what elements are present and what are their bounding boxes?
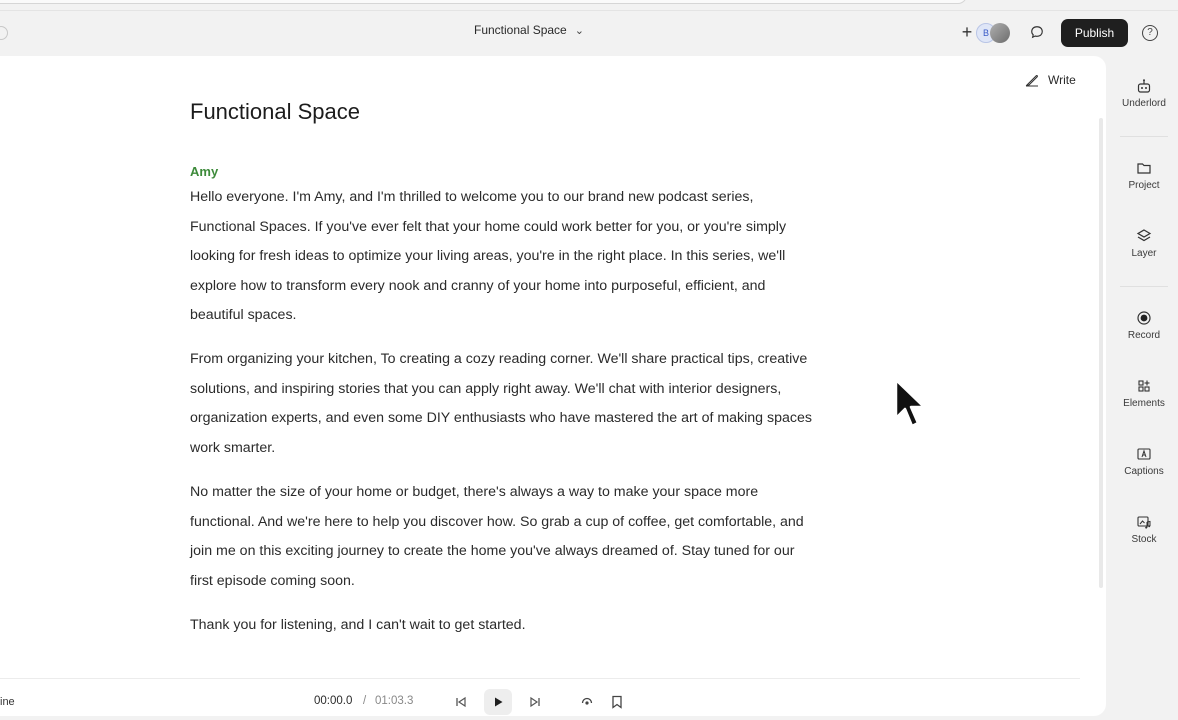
scrollbar[interactable] — [1099, 118, 1103, 588]
sidebar-item-label: Captions — [1124, 466, 1164, 477]
sidebar-item-label: Project — [1128, 180, 1160, 191]
comment-icon[interactable] — [1030, 25, 1044, 39]
project-title-menu[interactable] — [474, 23, 584, 37]
transcript-paragraph[interactable]: No matter the size of your home or budget, there's always a way to make your space more functional. And we're here to help you discover how. So grab a cup of coffee, get comfortable, and join me on this exciting journey to create the home you've always dreamed of. Stay tuned for our first episode coming soon. — [190, 484, 804, 589]
mouse-cursor-icon — [893, 378, 933, 438]
sidebar-item-label: Elements — [1123, 398, 1165, 409]
speaker-label[interactable]: Amy — [190, 164, 219, 179]
avatar-initial: B — [982, 28, 989, 38]
help-icon[interactable]: ? — [1142, 25, 1158, 41]
write-label: Write — [1048, 73, 1076, 87]
sidebar-item-project[interactable] — [1110, 160, 1178, 191]
layers-icon — [1136, 228, 1152, 244]
sidebar-item-elements[interactable] — [1110, 378, 1178, 409]
divider — [1120, 286, 1168, 287]
avatar[interactable] — [990, 23, 1010, 43]
play-icon — [492, 696, 504, 708]
sidebar-item-captions[interactable] — [1110, 446, 1178, 477]
project-title: Functional Space — [474, 23, 567, 37]
status-circle-icon — [0, 26, 8, 40]
captions-icon — [1136, 446, 1152, 462]
play-button[interactable] — [484, 689, 512, 715]
current-time: 00:00.0 — [314, 695, 353, 707]
sidebar-item-underlord[interactable] — [1110, 78, 1178, 109]
sidebar-item-stock[interactable] — [1110, 514, 1178, 545]
chevron-down-icon: ⌄ — [574, 24, 584, 37]
top-bar — [0, 10, 1178, 55]
script-editor[interactable] — [0, 56, 1106, 716]
timeline-toggle[interactable]: ine — [0, 696, 15, 708]
skip-forward-icon — [529, 696, 541, 708]
folder-icon — [1136, 160, 1152, 176]
divider — [1120, 136, 1168, 137]
publish-button[interactable]: Publish — [1061, 19, 1128, 47]
loop-button[interactable] — [573, 689, 601, 715]
browser-chrome — [0, 0, 1178, 10]
skip-forward-button[interactable] — [521, 689, 549, 715]
playback-bar — [0, 678, 1080, 717]
stock-icon — [1136, 514, 1152, 530]
sidebar-item-record[interactable] — [1110, 310, 1178, 341]
add-collaborator-button[interactable]: + — [961, 22, 973, 42]
skip-back-icon — [455, 696, 467, 708]
sidebar-item-label: Stock — [1131, 534, 1157, 545]
right-sidebar — [1110, 64, 1178, 584]
transcript-paragraph[interactable]: Hello everyone. I'm Amy, and I'm thrilled to welcome you to our brand new podcast series, Functional Spaces. If you've ever felt that your home could work better for you, or you're simply looking for fresh ideas to optimize your living areas, you're in the right place. In this series, we'll explore how to transform every nook and cranny of your home into purposeful, efficient, and beautiful spaces. — [190, 189, 787, 323]
skip-back-button[interactable] — [447, 689, 475, 715]
document-title[interactable]: Functional Space — [190, 99, 360, 124]
robot-icon — [1136, 78, 1152, 94]
transcript-paragraph[interactable]: Thank you for listening, and I can't wait to get started. — [190, 617, 526, 633]
bookmark-button[interactable] — [603, 689, 631, 715]
elements-icon — [1136, 378, 1152, 394]
sidebar-item-layer[interactable] — [1110, 228, 1178, 259]
time-separator: / — [363, 695, 367, 707]
feather-pen-icon — [1024, 72, 1040, 88]
bookmark-icon — [611, 695, 623, 709]
sidebar-item-label: Underlord — [1122, 98, 1166, 109]
address-bar[interactable] — [0, 0, 967, 4]
transcript-paragraph[interactable]: From organizing your kitchen, To creating a cozy reading corner. We'll share practical tips, creative solutions, and inspiring stories that you can apply right away. We'll chat with interior designers, organization experts, and even some DIY enthusiasts who have mastered the art of making spaces work smarter. — [190, 351, 812, 456]
write-button[interactable] — [1024, 72, 1076, 88]
record-icon — [1136, 310, 1152, 326]
sidebar-item-label: Record — [1127, 330, 1161, 341]
loop-icon — [580, 695, 594, 709]
total-time: 01:03.3 — [375, 695, 414, 707]
sidebar-item-label: Layer — [1131, 248, 1157, 259]
